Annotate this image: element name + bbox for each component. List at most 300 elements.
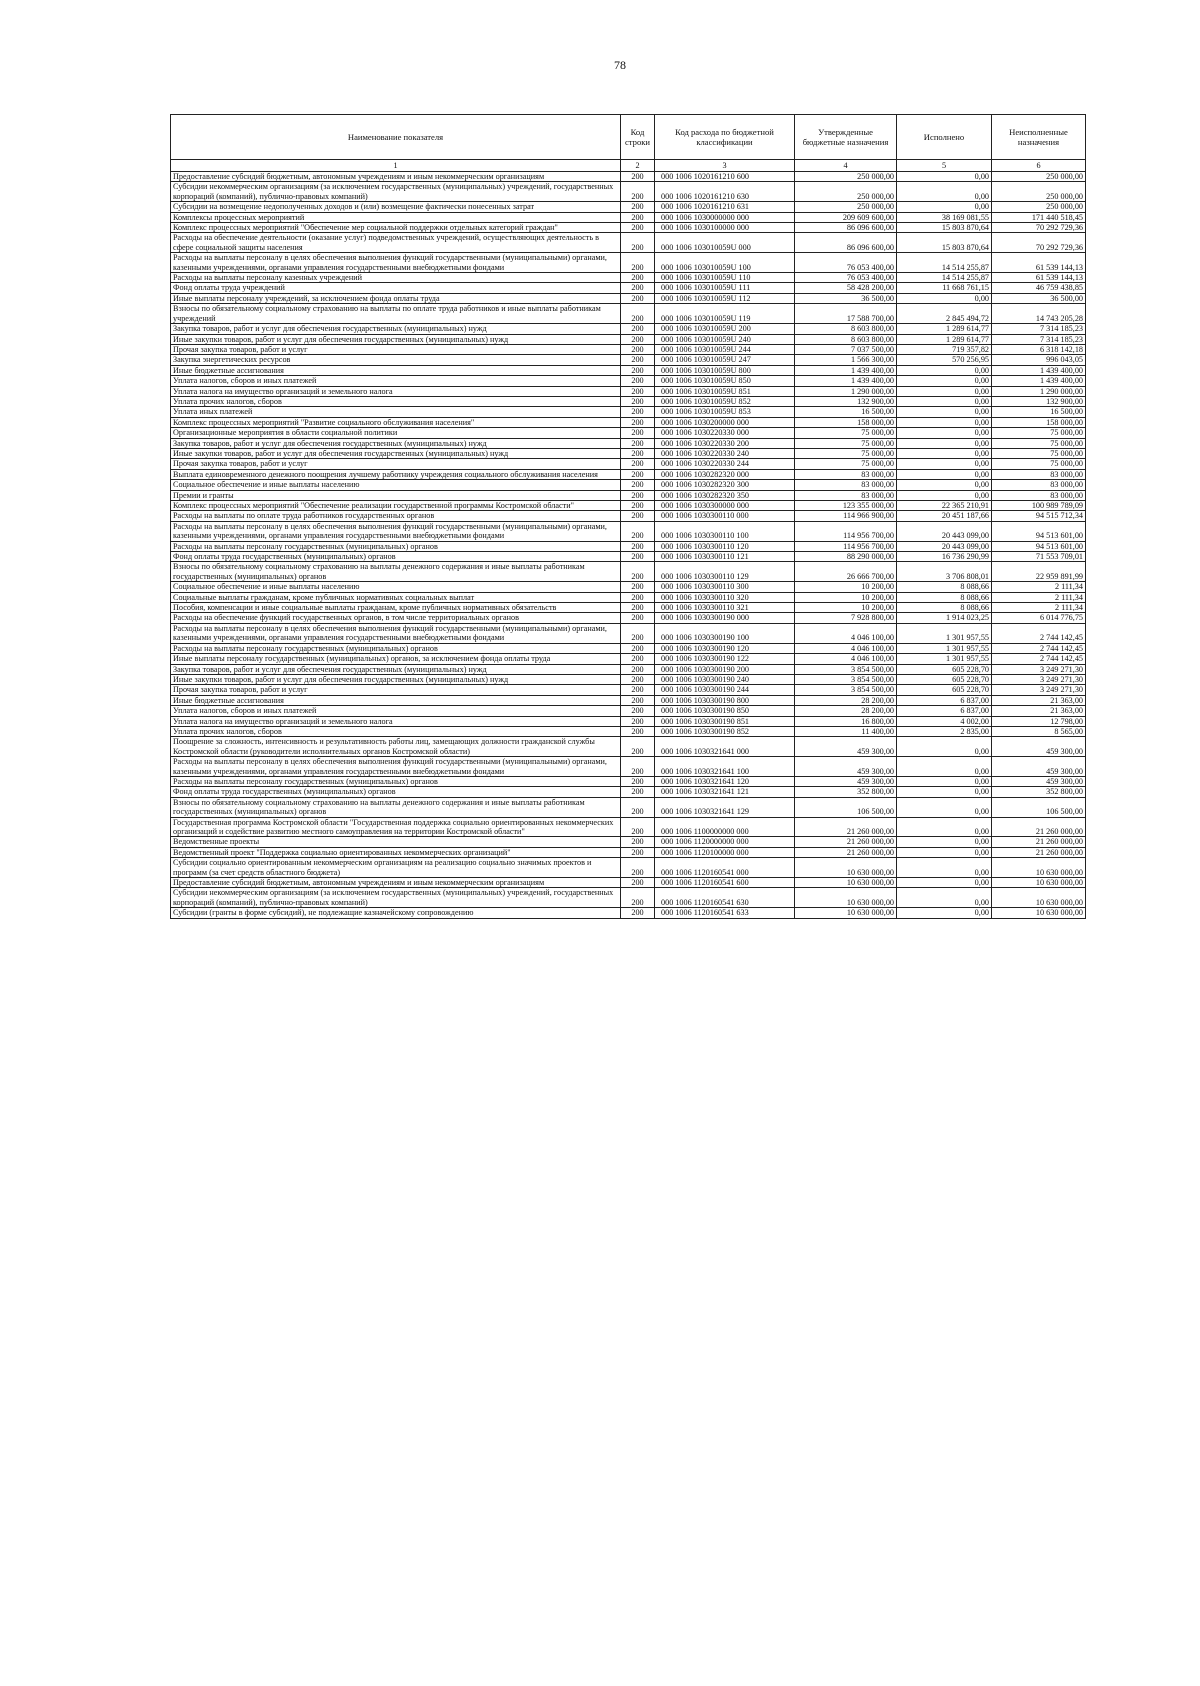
row-executed-cell: 0,00 <box>897 817 992 837</box>
row-name-cell: Уплата налогов, сборов и иных платежей <box>171 706 621 716</box>
row-executed-cell: 0,00 <box>897 182 992 202</box>
row-unexecuted-cell: 352 800,00 <box>992 787 1086 797</box>
row-code-cell: 200 <box>621 716 655 726</box>
table-row <box>171 776 1086 786</box>
row-kbk-cell: 000 1006 1030300190 851 <box>655 716 795 726</box>
row-approved-cell: 10 630 000,00 <box>795 908 897 918</box>
row-code-cell: 200 <box>621 623 655 643</box>
row-name-cell: Закупка товаров, работ и услуг для обеспечения государственных (муниципальных) нужд <box>171 324 621 334</box>
row-kbk-cell: 000 1006 1030282320 350 <box>655 490 795 500</box>
table-row <box>171 253 1086 273</box>
row-approved-cell: 21 260 000,00 <box>795 837 897 847</box>
row-kbk-cell: 000 1006 1030300110 129 <box>655 562 795 582</box>
row-kbk-cell: 000 1006 1030321641 129 <box>655 797 795 817</box>
table-row <box>171 685 1086 695</box>
row-approved-cell: 8 603 800,00 <box>795 324 897 334</box>
row-kbk-cell: 000 1006 1030100000 000 <box>655 223 795 233</box>
row-unexecuted-cell: 94 513 601,00 <box>992 541 1086 551</box>
row-name-cell: Расходы на выплаты персоналу в целях обеспечения выполнения функций государственными (муниципальными) органами, казенными учреждениями, органами управления государственными внебюджетными фондами <box>171 757 621 777</box>
row-code-cell: 200 <box>621 878 655 888</box>
row-code-cell: 200 <box>621 817 655 837</box>
row-name-cell: Расходы на выплаты персоналу казенных учреждений <box>171 273 621 283</box>
row-unexecuted-cell: 70 292 729,36 <box>992 233 1086 253</box>
row-code-cell: 200 <box>621 438 655 448</box>
row-approved-cell: 7 037 500,00 <box>795 344 897 354</box>
row-name-cell: Субсидии на возмещение недополученных доходов и (или) возмещение фактически понесенных затрат <box>171 202 621 212</box>
column-number-row <box>171 160 1086 172</box>
row-executed-cell: 605 228,70 <box>897 664 992 674</box>
row-approved-cell: 132 900,00 <box>795 396 897 406</box>
table-body <box>171 172 1086 919</box>
row-unexecuted-cell: 2 111,34 <box>992 582 1086 592</box>
table-row <box>171 837 1086 847</box>
row-unexecuted-cell: 75 000,00 <box>992 438 1086 448</box>
row-kbk-cell: 000 1006 1120160541 633 <box>655 908 795 918</box>
row-code-cell: 200 <box>621 737 655 757</box>
row-approved-cell: 10 200,00 <box>795 582 897 592</box>
table-row <box>171 172 1086 182</box>
row-kbk-cell: 000 1006 1030300110 300 <box>655 582 795 592</box>
column-number: 3 <box>655 160 795 172</box>
row-name-cell: Прочая закупка товаров, работ и услуг <box>171 459 621 469</box>
row-code-cell: 200 <box>621 223 655 233</box>
row-code-cell: 200 <box>621 324 655 334</box>
row-unexecuted-cell: 75 000,00 <box>992 448 1086 458</box>
row-approved-cell: 1 566 300,00 <box>795 355 897 365</box>
table-row <box>171 428 1086 438</box>
row-name-cell: Расходы на выплаты персоналу в целях обеспечения выполнения функций государственными (муниципальными) органами, казенными учреждениями, органами управления государственными внебюджетными фондами <box>171 521 621 541</box>
row-kbk-cell: 000 1006 1030300190 800 <box>655 695 795 705</box>
row-approved-cell: 86 096 600,00 <box>795 233 897 253</box>
row-name-cell: Фонд оплаты труда государственных (муниципальных) органов <box>171 552 621 562</box>
row-approved-cell: 4 046 100,00 <box>795 623 897 643</box>
row-executed-cell: 0,00 <box>897 172 992 182</box>
row-code-cell: 200 <box>621 212 655 222</box>
row-kbk-cell: 000 1006 1030300000 000 <box>655 501 795 511</box>
row-unexecuted-cell: 8 565,00 <box>992 726 1086 736</box>
row-approved-cell: 83 000,00 <box>795 480 897 490</box>
row-unexecuted-cell: 75 000,00 <box>992 459 1086 469</box>
row-name-cell: Иные закупки товаров, работ и услуг для обеспечения государственных (муниципальных) нужд <box>171 674 621 684</box>
row-kbk-cell: 000 1006 1020161210 630 <box>655 182 795 202</box>
row-approved-cell: 16 500,00 <box>795 407 897 417</box>
row-unexecuted-cell: 12 798,00 <box>992 716 1086 726</box>
row-code-cell: 200 <box>621 552 655 562</box>
row-name-cell: Расходы на обеспечение деятельности (оказание услуг) подведомственных учреждений, осуществляющих деятельность в сфере социальной защиты населения <box>171 233 621 253</box>
row-name-cell: Государственная программа Костромской области "Государственная поддержка социально ориентированных некоммерческих организаций и содействие развитию местного самоуправления на территории Костромской области" <box>171 817 621 837</box>
table-row <box>171 908 1086 918</box>
row-approved-cell: 114 956 700,00 <box>795 521 897 541</box>
row-kbk-cell: 000 1006 1120160541 000 <box>655 858 795 878</box>
row-approved-cell: 75 000,00 <box>795 448 897 458</box>
row-code-cell: 200 <box>621 908 655 918</box>
row-code-cell: 200 <box>621 253 655 273</box>
table-row <box>171 797 1086 817</box>
table-row <box>171 283 1086 293</box>
row-approved-cell: 4 046 100,00 <box>795 643 897 653</box>
row-unexecuted-cell: 83 000,00 <box>992 490 1086 500</box>
row-code-cell: 200 <box>621 355 655 365</box>
row-name-cell: Субсидии социально ориентированным некоммерческим организациям на реализацию социально значимых проектов и программ (за счет средств областного бюджета) <box>171 858 621 878</box>
row-kbk-cell: 000 1006 103010059U 200 <box>655 324 795 334</box>
row-name-cell: Уплата прочих налогов, сборов <box>171 396 621 406</box>
row-name-cell: Выплата единовременного денежного поощрения лучшему работнику учреждения социального обслуживания населения <box>171 469 621 479</box>
row-name-cell: Расходы на выплаты персоналу государственных (муниципальных) органов <box>171 776 621 786</box>
table-row <box>171 501 1086 511</box>
row-executed-cell: 2 845 494,72 <box>897 304 992 324</box>
row-approved-cell: 17 588 700,00 <box>795 304 897 324</box>
table-header-row <box>171 115 1086 160</box>
table-row <box>171 521 1086 541</box>
row-code-cell: 200 <box>621 344 655 354</box>
row-code-cell: 200 <box>621 448 655 458</box>
row-code-cell: 200 <box>621 695 655 705</box>
row-executed-cell: 14 514 255,87 <box>897 273 992 283</box>
row-name-cell: Взносы по обязательному социальному страхованию на выплаты денежного содержания и иные выплаты работникам государственных (муниципальных) органов <box>171 562 621 582</box>
row-unexecuted-cell: 7 314 185,23 <box>992 324 1086 334</box>
row-kbk-cell: 000 1006 1030300190 850 <box>655 706 795 716</box>
row-executed-cell: 1 914 023,25 <box>897 613 992 623</box>
row-kbk-cell: 000 1006 103010059U 240 <box>655 334 795 344</box>
row-executed-cell: 0,00 <box>897 202 992 212</box>
table-row <box>171 737 1086 757</box>
row-code-cell: 200 <box>621 283 655 293</box>
row-name-cell: Расходы на выплаты персоналу государственных (муниципальных) органов <box>171 643 621 653</box>
row-name-cell: Расходы на обеспечение функций государственных органов, в том числе территориальных органов <box>171 613 621 623</box>
header-unexecuted: Неисполненные назначения <box>992 115 1086 160</box>
row-executed-cell: 0,00 <box>897 407 992 417</box>
row-kbk-cell: 000 1006 1120000000 000 <box>655 837 795 847</box>
row-executed-cell: 1 301 957,55 <box>897 643 992 653</box>
row-unexecuted-cell: 22 959 891,99 <box>992 562 1086 582</box>
row-code-cell: 200 <box>621 202 655 212</box>
row-name-cell: Ведомственные проекты <box>171 837 621 847</box>
row-approved-cell: 76 053 400,00 <box>795 273 897 283</box>
row-executed-cell: 0,00 <box>897 888 992 908</box>
row-executed-cell: 20 443 099,00 <box>897 541 992 551</box>
row-unexecuted-cell: 46 759 438,85 <box>992 283 1086 293</box>
row-executed-cell: 0,00 <box>897 737 992 757</box>
row-name-cell: Комплекс процессных мероприятий "Развитие социального обслуживания населения" <box>171 417 621 427</box>
row-kbk-cell: 000 1006 1030321641 100 <box>655 757 795 777</box>
table-row <box>171 562 1086 582</box>
row-name-cell: Взносы по обязательному социальному страхованию на выплаты по оплате труда работников и иные выплаты работникам учреждений <box>171 304 621 324</box>
row-unexecuted-cell: 7 314 185,23 <box>992 334 1086 344</box>
row-unexecuted-cell: 61 539 144,13 <box>992 273 1086 283</box>
row-executed-cell: 38 169 081,55 <box>897 212 992 222</box>
row-code-cell: 200 <box>621 376 655 386</box>
row-approved-cell: 10 630 000,00 <box>795 858 897 878</box>
row-code-cell: 200 <box>621 837 655 847</box>
row-kbk-cell: 000 1006 1030300190 200 <box>655 664 795 674</box>
row-kbk-cell: 000 1006 1030321641 121 <box>655 787 795 797</box>
row-approved-cell: 83 000,00 <box>795 490 897 500</box>
row-unexecuted-cell: 21 260 000,00 <box>992 847 1086 857</box>
row-executed-cell: 0,00 <box>897 490 992 500</box>
table-row <box>171 847 1086 857</box>
row-code-cell: 200 <box>621 172 655 182</box>
row-executed-cell: 0,00 <box>897 847 992 857</box>
row-code-cell: 200 <box>621 480 655 490</box>
row-unexecuted-cell: 250 000,00 <box>992 172 1086 182</box>
row-approved-cell: 8 603 800,00 <box>795 334 897 344</box>
row-kbk-cell: 000 1006 1030300110 121 <box>655 552 795 562</box>
row-unexecuted-cell: 36 500,00 <box>992 293 1086 303</box>
row-kbk-cell: 000 1006 103010059U 800 <box>655 365 795 375</box>
row-code-cell: 200 <box>621 501 655 511</box>
table-row <box>171 643 1086 653</box>
row-executed-cell: 1 289 614,77 <box>897 334 992 344</box>
column-number: 5 <box>897 160 992 172</box>
row-approved-cell: 123 355 000,00 <box>795 501 897 511</box>
row-executed-cell: 3 706 808,01 <box>897 562 992 582</box>
row-name-cell: Субсидии некоммерческим организациям (за исключением государственных (муниципальных) учреждений, государственных корпораций (компаний), публично-правовых компаний) <box>171 182 621 202</box>
row-executed-cell: 1 301 957,55 <box>897 654 992 664</box>
row-code-cell: 200 <box>621 459 655 469</box>
table-row <box>171 582 1086 592</box>
table-row <box>171 438 1086 448</box>
row-code-cell: 200 <box>621 654 655 664</box>
row-approved-cell: 10 200,00 <box>795 592 897 602</box>
row-executed-cell: 1 301 957,55 <box>897 623 992 643</box>
header-executed: Исполнено <box>897 115 992 160</box>
row-approved-cell: 11 400,00 <box>795 726 897 736</box>
table-row <box>171 334 1086 344</box>
row-approved-cell: 7 928 800,00 <box>795 613 897 623</box>
row-approved-cell: 106 500,00 <box>795 797 897 817</box>
table-row <box>171 212 1086 222</box>
table-row <box>171 706 1086 716</box>
row-unexecuted-cell: 171 440 518,45 <box>992 212 1086 222</box>
row-unexecuted-cell: 10 630 000,00 <box>992 888 1086 908</box>
row-code-cell: 200 <box>621 334 655 344</box>
table-row <box>171 716 1086 726</box>
row-code-cell: 200 <box>621 293 655 303</box>
row-executed-cell: 570 256,95 <box>897 355 992 365</box>
row-kbk-cell: 000 1006 1120100000 000 <box>655 847 795 857</box>
row-kbk-cell: 000 1006 1030300190 122 <box>655 654 795 664</box>
table-row <box>171 344 1086 354</box>
row-name-cell: Фонд оплаты труда учреждений <box>171 283 621 293</box>
row-code-cell: 200 <box>621 365 655 375</box>
table-row <box>171 664 1086 674</box>
row-unexecuted-cell: 21 363,00 <box>992 695 1086 705</box>
row-unexecuted-cell: 106 500,00 <box>992 797 1086 817</box>
row-approved-cell: 352 800,00 <box>795 787 897 797</box>
row-approved-cell: 250 000,00 <box>795 182 897 202</box>
row-kbk-cell: 000 1006 1030321641 120 <box>655 776 795 786</box>
row-unexecuted-cell: 6 318 142,18 <box>992 344 1086 354</box>
table-row <box>171 365 1086 375</box>
row-code-cell: 200 <box>621 273 655 283</box>
row-approved-cell: 459 300,00 <box>795 776 897 786</box>
row-code-cell: 200 <box>621 726 655 736</box>
row-name-cell: Уплата налога на имущество организаций и земельного налога <box>171 716 621 726</box>
row-code-cell: 200 <box>621 664 655 674</box>
row-executed-cell: 6 837,00 <box>897 695 992 705</box>
row-unexecuted-cell: 1 290 000,00 <box>992 386 1086 396</box>
row-kbk-cell: 000 1006 1030300110 320 <box>655 592 795 602</box>
row-code-cell: 200 <box>621 787 655 797</box>
row-name-cell: Премии и гранты <box>171 490 621 500</box>
row-executed-cell: 0,00 <box>897 757 992 777</box>
row-executed-cell: 0,00 <box>897 787 992 797</box>
row-executed-cell: 8 088,66 <box>897 592 992 602</box>
row-unexecuted-cell: 2 744 142,45 <box>992 654 1086 664</box>
row-approved-cell: 1 439 400,00 <box>795 365 897 375</box>
row-executed-cell: 14 514 255,87 <box>897 253 992 273</box>
row-code-cell: 200 <box>621 521 655 541</box>
header-name: Наименование показателя <box>171 115 621 160</box>
row-unexecuted-cell: 71 553 709,01 <box>992 552 1086 562</box>
row-executed-cell: 605 228,70 <box>897 674 992 684</box>
table-row <box>171 459 1086 469</box>
row-kbk-cell: 000 1006 103010059U 112 <box>655 293 795 303</box>
row-code-cell: 200 <box>621 674 655 684</box>
row-name-cell: Иные бюджетные ассигнования <box>171 695 621 705</box>
row-code-cell: 200 <box>621 511 655 521</box>
row-kbk-cell: 000 1006 103010059U 247 <box>655 355 795 365</box>
row-name-cell: Уплата прочих налогов, сборов <box>171 726 621 736</box>
column-number: 6 <box>992 160 1086 172</box>
row-name-cell: Пособия, компенсации и иные социальные выплаты гражданам, кроме публичных нормативных обязательств <box>171 603 621 613</box>
row-code-cell: 200 <box>621 706 655 716</box>
row-executed-cell: 0,00 <box>897 417 992 427</box>
row-kbk-cell: 000 1006 1030282320 000 <box>655 469 795 479</box>
table-row <box>171 674 1086 684</box>
row-approved-cell: 21 260 000,00 <box>795 847 897 857</box>
row-name-cell: Иные выплаты персоналу государственных (муниципальных) органов, за исключением фонда оплаты труда <box>171 654 621 664</box>
row-unexecuted-cell: 100 989 789,09 <box>992 501 1086 511</box>
table-row <box>171 817 1086 837</box>
budget-table-container <box>170 114 1085 919</box>
row-executed-cell: 8 088,66 <box>897 582 992 592</box>
row-unexecuted-cell: 83 000,00 <box>992 469 1086 479</box>
row-kbk-cell: 000 1006 103010059U 119 <box>655 304 795 324</box>
row-unexecuted-cell: 75 000,00 <box>992 428 1086 438</box>
row-code-cell: 200 <box>621 847 655 857</box>
row-approved-cell: 36 500,00 <box>795 293 897 303</box>
row-unexecuted-cell: 1 439 400,00 <box>992 376 1086 386</box>
row-executed-cell: 0,00 <box>897 448 992 458</box>
row-executed-cell: 15 803 870,64 <box>897 223 992 233</box>
row-approved-cell: 114 966 900,00 <box>795 511 897 521</box>
table-row <box>171 355 1086 365</box>
row-executed-cell: 0,00 <box>897 878 992 888</box>
row-kbk-cell: 000 1006 1030000000 000 <box>655 212 795 222</box>
row-name-cell: Закупка товаров, работ и услуг для обеспечения государственных (муниципальных) нужд <box>171 664 621 674</box>
row-kbk-cell: 000 1006 1030300110 321 <box>655 603 795 613</box>
row-approved-cell: 75 000,00 <box>795 428 897 438</box>
row-unexecuted-cell: 250 000,00 <box>992 202 1086 212</box>
row-approved-cell: 58 428 200,00 <box>795 283 897 293</box>
row-kbk-cell: 000 1006 103010059U 111 <box>655 283 795 293</box>
row-unexecuted-cell: 996 043,05 <box>992 355 1086 365</box>
row-approved-cell: 28 200,00 <box>795 706 897 716</box>
row-code-cell: 200 <box>621 407 655 417</box>
row-unexecuted-cell: 132 900,00 <box>992 396 1086 406</box>
row-code-cell: 200 <box>621 233 655 253</box>
row-unexecuted-cell: 83 000,00 <box>992 480 1086 490</box>
row-kbk-cell: 000 1006 1030300190 120 <box>655 643 795 653</box>
header-approved: Утвержденные бюджетные назначения <box>795 115 897 160</box>
row-kbk-cell: 000 1006 1030200000 000 <box>655 417 795 427</box>
row-code-cell: 200 <box>621 386 655 396</box>
row-executed-cell: 4 002,00 <box>897 716 992 726</box>
row-name-cell: Социальное обеспечение и иные выплаты населению <box>171 480 621 490</box>
row-name-cell: Взносы по обязательному социальному страхованию на выплаты денежного содержания и иные выплаты работникам государственных (муниципальных) органов <box>171 797 621 817</box>
row-executed-cell: 0,00 <box>897 365 992 375</box>
table-row <box>171 417 1086 427</box>
row-code-cell: 200 <box>621 490 655 500</box>
row-unexecuted-cell: 3 249 271,30 <box>992 674 1086 684</box>
row-approved-cell: 21 260 000,00 <box>795 817 897 837</box>
row-executed-cell: 0,00 <box>897 293 992 303</box>
table-row <box>171 182 1086 202</box>
table-row <box>171 480 1086 490</box>
row-code-cell: 200 <box>621 776 655 786</box>
page-number: 78 <box>614 58 626 72</box>
table-row <box>171 407 1086 417</box>
row-code-cell: 200 <box>621 858 655 878</box>
row-executed-cell: 0,00 <box>897 386 992 396</box>
table-row <box>171 386 1086 396</box>
budget-execution-table <box>170 114 1086 919</box>
row-executed-cell: 0,00 <box>897 428 992 438</box>
row-code-cell: 200 <box>621 613 655 623</box>
row-name-cell: Субсидии некоммерческим организациям (за исключением государственных (муниципальных) учреждений, государственных корпораций (компаний), публично-правовых компаний) <box>171 888 621 908</box>
row-approved-cell: 459 300,00 <box>795 737 897 757</box>
row-approved-cell: 250 000,00 <box>795 202 897 212</box>
row-unexecuted-cell: 1 439 400,00 <box>992 365 1086 375</box>
row-name-cell: Комплекс процессных мероприятий "Обеспечение мер социальной поддержки отдельных категорий граждан" <box>171 223 621 233</box>
row-unexecuted-cell: 10 630 000,00 <box>992 908 1086 918</box>
row-name-cell: Закупка товаров, работ и услуг для обеспечения государственных (муниципальных) нужд <box>171 438 621 448</box>
row-kbk-cell: 000 1006 103010059U 244 <box>655 344 795 354</box>
row-unexecuted-cell: 16 500,00 <box>992 407 1086 417</box>
row-kbk-cell: 000 1006 103010059U 851 <box>655 386 795 396</box>
table-row <box>171 654 1086 664</box>
row-name-cell: Комплексы процессных мероприятий <box>171 212 621 222</box>
row-name-cell: Иные закупки товаров, работ и услуг для обеспечения государственных (муниципальных) нужд <box>171 334 621 344</box>
table-row <box>171 376 1086 386</box>
row-kbk-cell: 000 1006 1030220330 244 <box>655 459 795 469</box>
row-kbk-cell: 000 1006 1030300190 000 <box>655 613 795 623</box>
table-row <box>171 888 1086 908</box>
row-code-cell: 200 <box>621 757 655 777</box>
row-code-cell: 200 <box>621 582 655 592</box>
row-code-cell: 200 <box>621 797 655 817</box>
row-name-cell: Предоставление субсидий бюджетным, автономным учреждениям и иным некоммерческим организациям <box>171 878 621 888</box>
row-kbk-cell: 000 1006 103010059U 000 <box>655 233 795 253</box>
row-approved-cell: 114 956 700,00 <box>795 541 897 551</box>
row-code-cell: 200 <box>621 592 655 602</box>
row-name-cell: Закупка энергетических ресурсов <box>171 355 621 365</box>
table-row <box>171 603 1086 613</box>
row-approved-cell: 459 300,00 <box>795 757 897 777</box>
row-unexecuted-cell: 10 630 000,00 <box>992 878 1086 888</box>
row-unexecuted-cell: 3 249 271,30 <box>992 664 1086 674</box>
row-unexecuted-cell: 2 111,34 <box>992 592 1086 602</box>
row-approved-cell: 10 200,00 <box>795 603 897 613</box>
row-unexecuted-cell: 2 744 142,45 <box>992 623 1086 643</box>
row-name-cell: Организационные мероприятия в области социальной политики <box>171 428 621 438</box>
row-code-cell: 200 <box>621 562 655 582</box>
row-approved-cell: 75 000,00 <box>795 438 897 448</box>
row-name-cell: Предоставление субсидий бюджетным, автономным учреждениям и иным некоммерческим организациям <box>171 172 621 182</box>
table-row <box>171 613 1086 623</box>
row-approved-cell: 16 800,00 <box>795 716 897 726</box>
